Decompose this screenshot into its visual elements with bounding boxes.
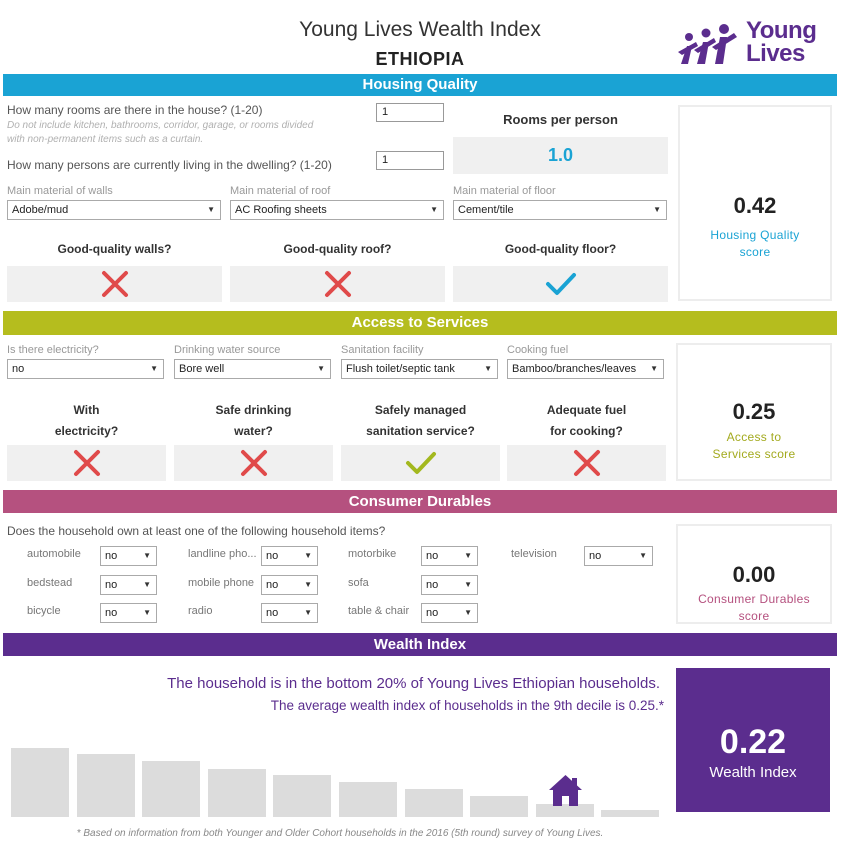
electricity-check-title (7, 400, 166, 442)
sanitation-result (341, 445, 500, 481)
wealth-message-secondary: The average wealth index of households in the 9th decile is 0.25.* (270, 698, 664, 713)
sanitation-label: Sanitation facility (341, 344, 424, 356)
automobile-value: no (105, 550, 118, 562)
services-score-card (676, 343, 832, 481)
cross-icon (239, 448, 269, 478)
floor-check-title: Good-quality floor? (504, 242, 617, 256)
wealth-index-label: Wealth Index (709, 764, 797, 781)
bedstead-value: no (105, 579, 118, 591)
footnote: * Based on information from both Younger and Older Cohort households in the 2016 (5th round) survey of Young Lives. (76, 828, 604, 839)
bicycle-value: no (105, 607, 118, 619)
item-label-bedstead: bedstead (27, 577, 73, 589)
roof-result (230, 266, 445, 302)
item-label-motorbike: motorbike (348, 548, 397, 560)
logo-text-young: Young (746, 17, 817, 44)
decile-bar-4 (405, 789, 463, 817)
television-value: no (589, 550, 602, 562)
roof-dropdown[interactable] (230, 200, 444, 220)
chevron-down-icon: ▼ (653, 205, 661, 214)
bedstead-dropdown[interactable] (100, 575, 157, 595)
durables-score-card (676, 524, 832, 624)
chevron-down-icon: ▼ (143, 551, 151, 560)
fuel-value: Bamboo/branches/leaves (512, 363, 637, 375)
rooms-per-person-value: 1.0 (453, 137, 668, 174)
chevron-down-icon: ▼ (484, 364, 492, 373)
decile-bar-9 (77, 754, 135, 817)
chevron-down-icon: ▼ (207, 205, 215, 214)
cross-icon (72, 448, 102, 478)
landline-phone-value: no (266, 550, 279, 562)
durables-score-value: 0.00 (732, 562, 776, 587)
check-icon (405, 450, 437, 476)
decile-bar-5 (339, 782, 397, 817)
television-dropdown[interactable] (584, 546, 653, 566)
housing-score-label-1: Housing Quality (710, 228, 800, 242)
item-label-sofa: sofa (348, 577, 369, 589)
fuel-result (507, 445, 666, 481)
home-icon (547, 773, 584, 807)
sanitation-dropdown[interactable] (341, 359, 498, 379)
rooms-note-1: Do not include kitchen, bathrooms, corridor, garage, or rooms divided (7, 120, 314, 131)
item-label-automobile: automobile (27, 548, 81, 560)
services-section-header: Access to Services (3, 311, 837, 335)
persons-question: How many persons are currently living in the dwelling? (1-20) (7, 158, 332, 172)
roof-label: Main material of roof (230, 185, 331, 197)
durables-section-header: Consumer Durables (3, 490, 837, 513)
motorbike-value: no (426, 550, 439, 562)
walls-dropdown[interactable] (7, 200, 221, 220)
chevron-down-icon: ▼ (150, 364, 158, 373)
mobile-phone-dropdown[interactable] (261, 575, 318, 595)
chevron-down-icon: ▼ (304, 580, 312, 589)
housing-score-card (678, 105, 832, 301)
walls-label: Main material of walls (7, 185, 113, 197)
housing-section-header: Housing Quality (3, 74, 837, 96)
rooms-note-2: with non-permanent items such as a curtain. (7, 134, 204, 145)
table-chair-dropdown[interactable] (421, 603, 478, 623)
chevron-down-icon: ▼ (650, 364, 658, 373)
cross-icon (572, 448, 602, 478)
wealth-index-value: 0.22 (719, 723, 787, 761)
rooms-question: How many rooms are there in the house? (1-20) (7, 103, 263, 117)
chevron-down-icon: ▼ (464, 608, 472, 617)
fuel-label: Cooking fuel (507, 344, 569, 356)
sanitation-check-line-2: sanitation service? (366, 424, 475, 438)
floor-value: Cement/tile (458, 204, 514, 216)
water-result (174, 445, 333, 481)
decile-bar-6 (273, 775, 331, 817)
services-score-label-1: Access to (726, 430, 782, 444)
chevron-down-icon: ▼ (464, 580, 472, 589)
chevron-down-icon: ▼ (304, 608, 312, 617)
fuel-dropdown[interactable] (507, 359, 664, 379)
logo-figures-icon (676, 20, 746, 68)
water-check-line-2: water? (234, 424, 273, 438)
water-check-line-1: Safe drinking (215, 403, 292, 417)
decile-bar-10 (11, 748, 69, 817)
cross-icon (100, 269, 130, 299)
electricity-check-line-2: electricity? (54, 424, 119, 438)
table-chair-value: no (426, 607, 439, 619)
fuel-check-title (507, 400, 666, 442)
chevron-down-icon: ▼ (304, 551, 312, 560)
mobile-phone-value: no (266, 579, 279, 591)
decile-bar-7 (208, 769, 266, 817)
floor-result (453, 266, 668, 302)
floor-dropdown[interactable] (453, 200, 667, 220)
page-title: Young Lives Wealth Index (299, 18, 541, 41)
wealth-index-card (676, 668, 830, 812)
country-title: ETHIOPIA (375, 49, 465, 69)
decile-bar-3 (470, 796, 528, 817)
chevron-down-icon: ▼ (143, 580, 151, 589)
sofa-dropdown[interactable] (421, 575, 478, 595)
walls-value: Adobe/mud (12, 204, 69, 216)
cross-icon (323, 269, 353, 299)
chevron-down-icon: ▼ (430, 205, 438, 214)
electricity-dropdown[interactable] (7, 359, 164, 379)
rooms-per-person-title: Rooms per person (503, 112, 618, 127)
persons-input[interactable]: 1 (376, 151, 444, 170)
chevron-down-icon: ▼ (464, 551, 472, 560)
durables-score-label-1: Consumer Durables (698, 592, 810, 606)
housing-score-value: 0.42 (733, 193, 777, 218)
wealth-message-primary: The household is in the bottom 20% of Young Lives Ethiopian households. (167, 675, 660, 692)
radio-value: no (266, 607, 279, 619)
electricity-label: Is there electricity? (7, 344, 99, 356)
item-label-table-chair: table & chair (348, 605, 410, 617)
item-label-landline-phone: landline pho... (188, 548, 257, 560)
item-label-bicycle: bicycle (27, 605, 61, 617)
automobile-dropdown[interactable] (100, 546, 157, 566)
water-value: Bore well (179, 363, 225, 375)
chevron-down-icon: ▼ (639, 551, 647, 560)
check-icon (545, 271, 577, 297)
fuel-check-line-1: Adequate fuel (546, 403, 627, 417)
chevron-down-icon: ▼ (143, 608, 151, 617)
young-lives-logo (676, 17, 826, 68)
logo-text-lives: Lives (746, 40, 805, 67)
services-score-label-2: Services score (712, 447, 796, 461)
water-dropdown[interactable] (174, 359, 331, 379)
electricity-check-line-1: With (73, 403, 100, 417)
wealth-section-header: Wealth Index (3, 633, 837, 656)
rooms-input[interactable]: 1 (376, 103, 444, 122)
housing-score-label-2: score (739, 245, 771, 259)
radio-dropdown[interactable] (261, 603, 318, 623)
chevron-down-icon: ▼ (317, 364, 325, 373)
roof-check-title: Good-quality roof? (283, 242, 392, 256)
roof-value: AC Roofing sheets (235, 204, 327, 216)
decile-bar-8 (142, 761, 200, 817)
sanitation-check-title (341, 400, 500, 442)
fuel-check-line-2: for cooking? (550, 424, 623, 438)
motorbike-dropdown[interactable] (421, 546, 478, 566)
sanitation-check-line-1: Safely managed (374, 403, 467, 417)
electricity-result (7, 445, 166, 481)
water-label: Drinking water source (174, 344, 281, 356)
services-score-value: 0.25 (732, 399, 776, 424)
item-label-television: television (511, 548, 557, 560)
sofa-value: no (426, 579, 439, 591)
durables-score-label-2: score (738, 609, 770, 623)
durables-question: Does the household own at least one of the following household items? (7, 524, 386, 538)
electricity-value: no (12, 363, 25, 375)
landline-phone-dropdown[interactable] (261, 546, 318, 566)
item-label-radio: radio (188, 605, 213, 617)
decile-bar-1 (601, 810, 659, 817)
item-label-mobile-phone: mobile phone (188, 577, 255, 589)
walls-result (7, 266, 222, 302)
sanitation-value: Flush toilet/septic tank (346, 363, 455, 375)
walls-check-title: Good-quality walls? (57, 242, 172, 256)
water-check-title (174, 400, 333, 442)
floor-label: Main material of floor (453, 185, 556, 197)
bicycle-dropdown[interactable] (100, 603, 157, 623)
